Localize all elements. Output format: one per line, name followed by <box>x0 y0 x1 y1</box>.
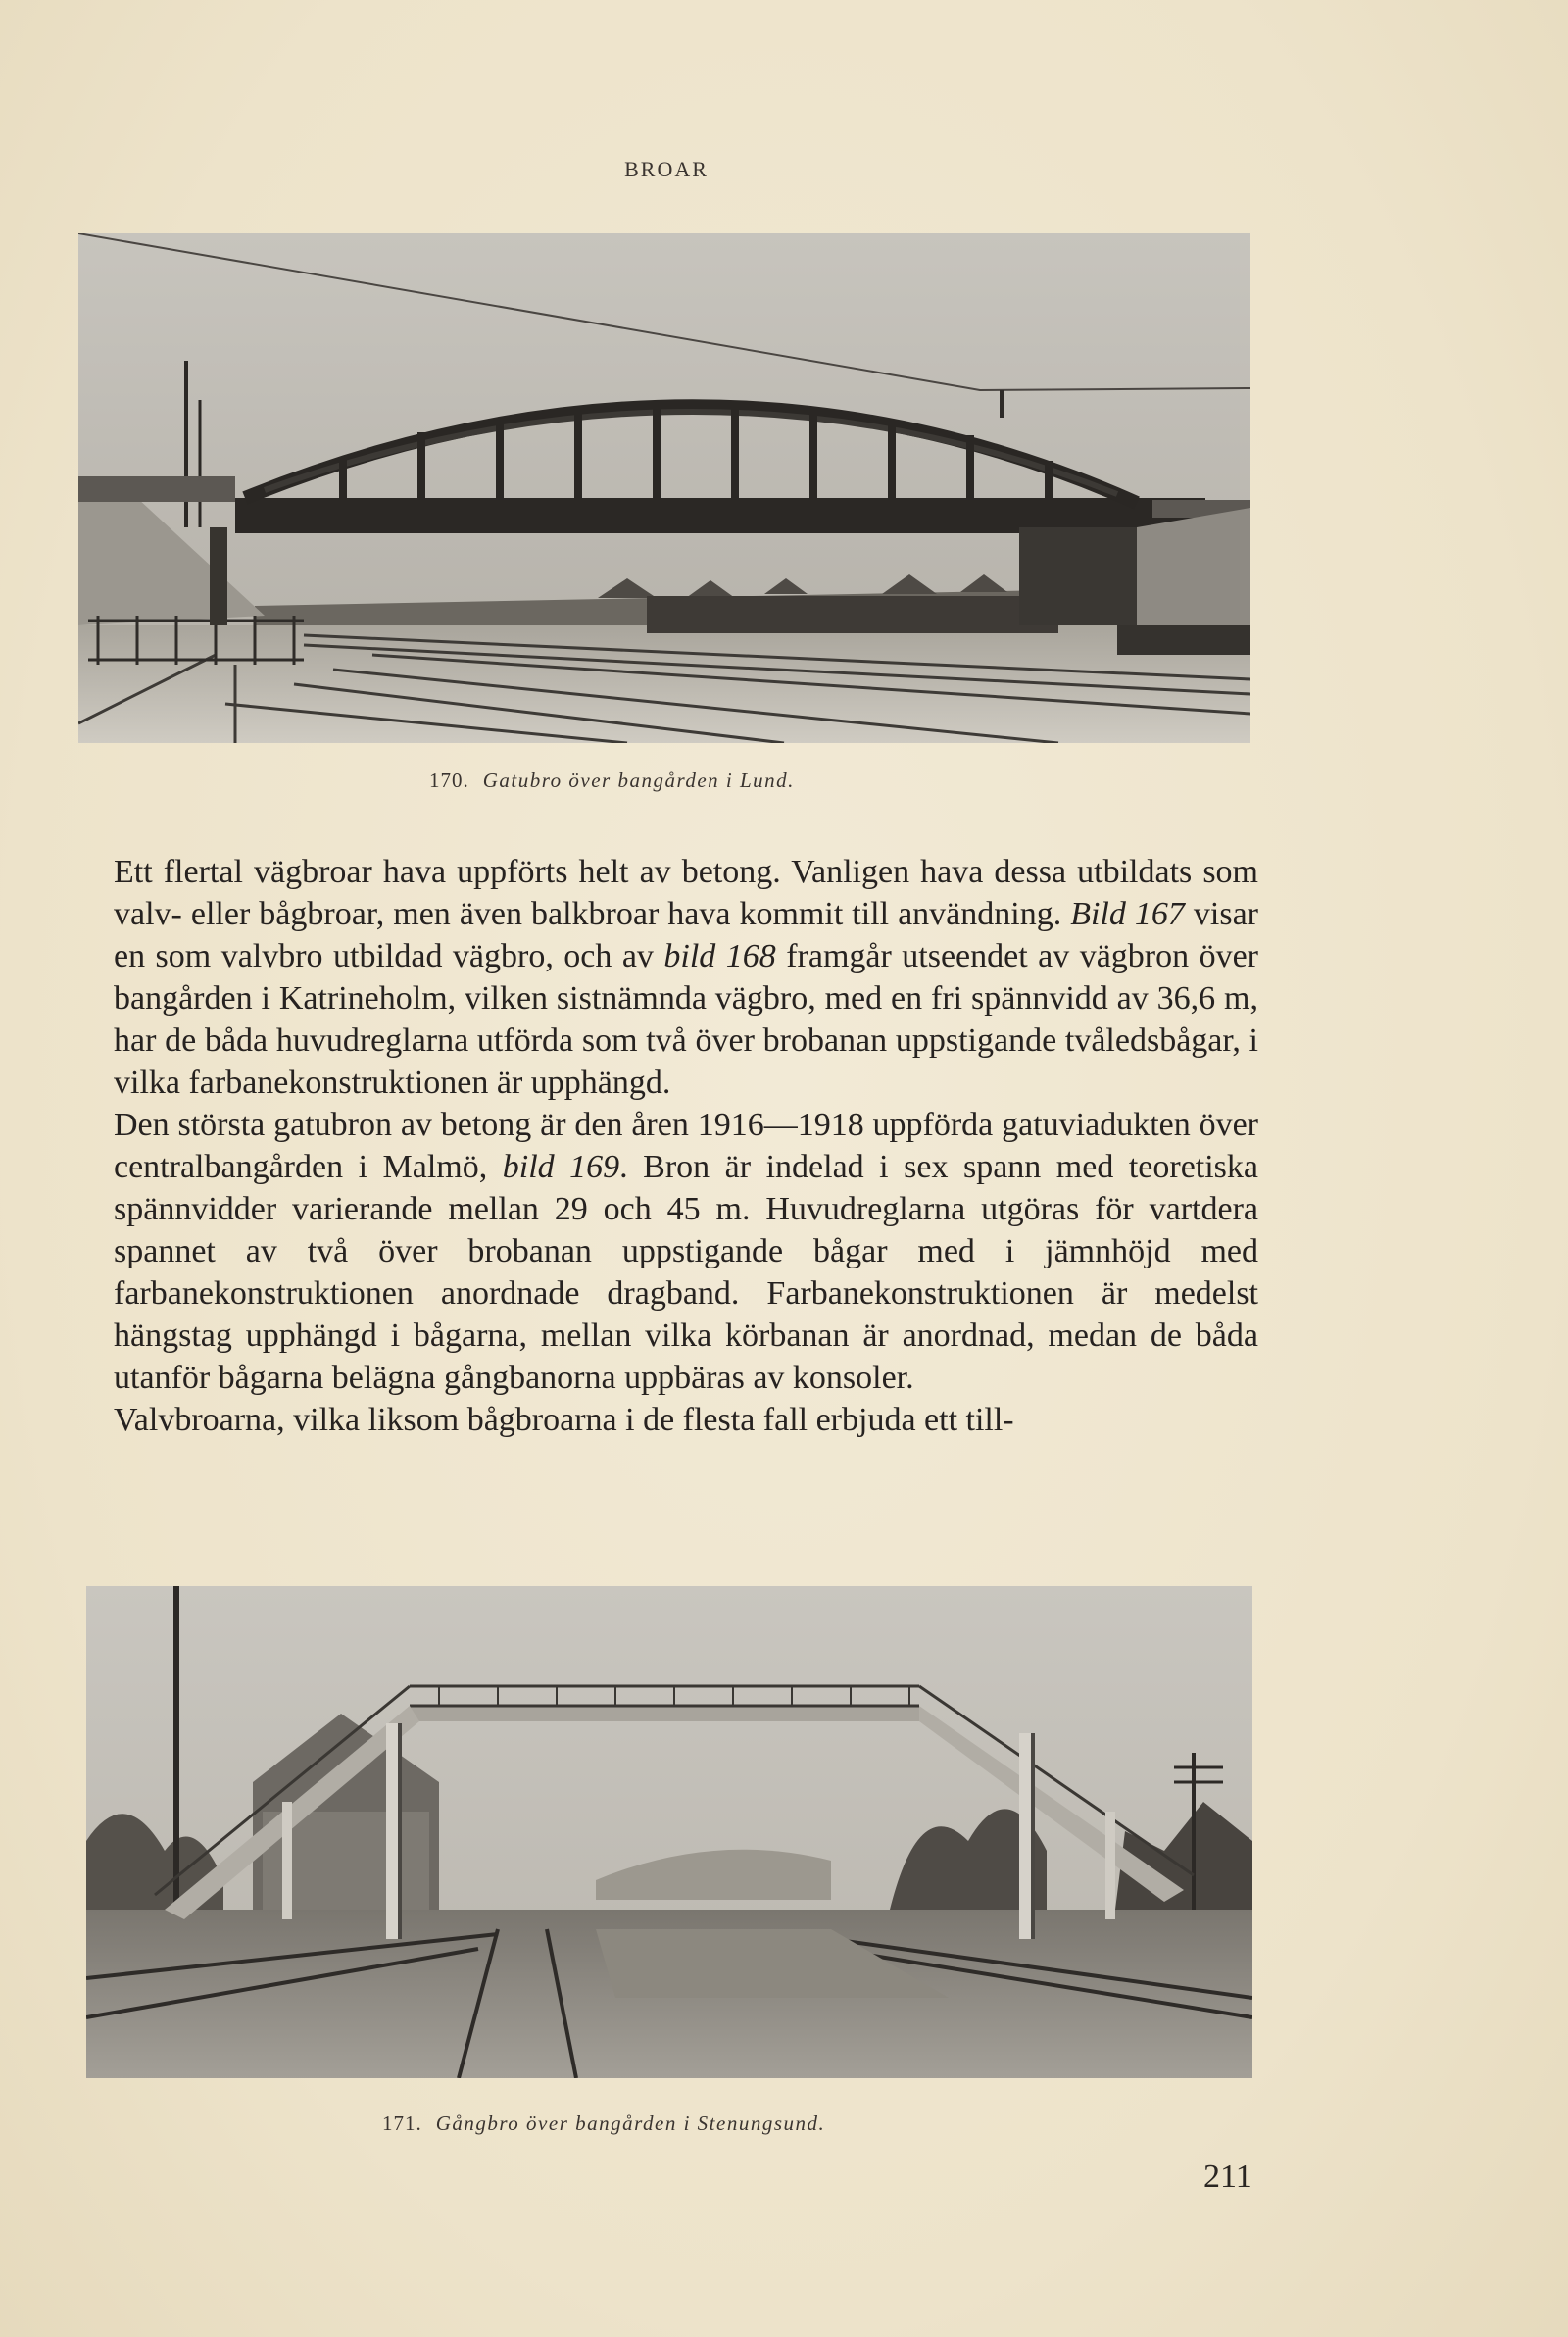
body-text <box>114 851 1258 1441</box>
photo-street-bridge-lund <box>78 233 1250 743</box>
figure-reference: Bild 167 <box>1070 896 1185 932</box>
paragraph: Ett flertal vägbroar hava uppförts helt av betong. Vanligen hava dessa utbildats som valv- eller bågbroar, men även balkbroar hava kommit till användning. Bild 167 visar en som valvbro utbildad vägbro, och av bild 168 framgår utseendet av vägbron över bangården i Katrineholm, vilken sistnämnda vägbro, med en fri spännvidd av 36,6 m, har de båda huvudreglarna utförda som två över brobanan uppstigande tvåledsbågar, i vilka farbanekonstruktionen är upphängd. <box>114 854 1259 1101</box>
paragraph: Valvbroarna, vilka liksom bågbroarna i de flesta fall erbjuda ett till- <box>114 1402 1014 1438</box>
figure-caption <box>429 769 795 793</box>
page-number: 211 <box>1203 2159 1252 2195</box>
figure-reference: bild 168 <box>663 938 776 974</box>
figure-caption <box>382 2112 825 2136</box>
figure-caption-text: Gångbro över bangården i Stenungsund. <box>435 2112 826 2135</box>
paragraph: Den största gatubron av betong är den åren 1916—1918 uppförda gatuviadukten över centralbangården i Malmö, bild 169. Bron är indelad i sex spann med teoretiska spännvidder varierande mellan 29 och 45 m. Huvudreglarna utgöras för vartdera spannet av två över brobanan uppstigande bågar med i jämnhöjd med farbanekonstruktionen anordnade dragband. Farbanekonstruktionen är medelst hängstag upphängd i bågarna, mellan vilka körbanan är anordnad, medan de båda utanför bågarna belägna gångbanorna uppbäras av konsoler. <box>114 1107 1258 1396</box>
figure-caption-text: Gatubro över bangården i Lund. <box>482 769 795 792</box>
figure-reference: bild 169 <box>502 1149 620 1185</box>
figure-number: 170. <box>429 769 469 792</box>
figure-number: 171. <box>382 2112 422 2135</box>
photo-footbridge-stenungsund <box>86 1586 1252 2078</box>
running-head: BROAR <box>624 157 709 181</box>
